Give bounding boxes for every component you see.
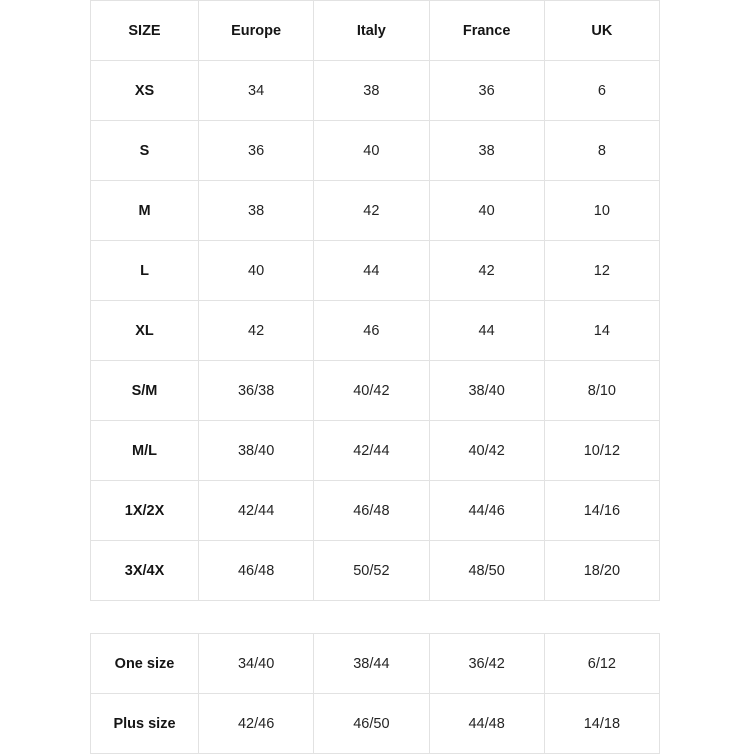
cell-uk: 10/12 [544,421,659,481]
cell-uk: 18/20 [544,541,659,601]
cell-france: 42 [429,241,544,301]
cell-uk: 12 [544,241,659,301]
cell-italy: 46/48 [314,481,429,541]
cell-europe: 36/38 [199,361,314,421]
cell-europe: 42 [199,301,314,361]
table-row [91,241,660,301]
column-header-uk: UK [544,1,659,61]
table-row [91,634,660,694]
one-size-conversion-table [90,633,660,754]
row-label: M [91,181,199,241]
row-label: S [91,121,199,181]
cell-europe: 38/40 [199,421,314,481]
cell-france: 40 [429,181,544,241]
cell-uk: 14 [544,301,659,361]
cell-france: 44 [429,301,544,361]
table-row [91,694,660,754]
cell-italy: 50/52 [314,541,429,601]
cell-uk: 10 [544,181,659,241]
table-row [91,121,660,181]
cell-italy: 44 [314,241,429,301]
cell-europe: 42/44 [199,481,314,541]
table-gap-divider [90,601,660,633]
cell-europe: 40 [199,241,314,301]
cell-italy: 40/42 [314,361,429,421]
column-header-europe: Europe [199,1,314,61]
cell-europe: 34/40 [199,634,314,694]
cell-uk: 8 [544,121,659,181]
cell-france: 36/42 [429,634,544,694]
cell-italy: 42/44 [314,421,429,481]
table-row [91,301,660,361]
cell-uk: 14/18 [544,694,659,754]
cell-uk: 8/10 [544,361,659,421]
row-label: 1X/2X [91,481,199,541]
cell-italy: 40 [314,121,429,181]
cell-france: 36 [429,61,544,121]
row-label: M/L [91,421,199,481]
row-label: Plus size [91,694,199,754]
cell-europe: 42/46 [199,694,314,754]
cell-europe: 36 [199,121,314,181]
cell-europe: 38 [199,181,314,241]
table-header-row [91,1,660,61]
column-header-france: France [429,1,544,61]
cell-italy: 38 [314,61,429,121]
cell-europe: 34 [199,61,314,121]
column-header-size: SIZE [91,1,199,61]
cell-italy: 46/50 [314,694,429,754]
cell-france: 38/40 [429,361,544,421]
row-label: XL [91,301,199,361]
table-row [91,361,660,421]
cell-france: 44/46 [429,481,544,541]
table-row [91,61,660,121]
cell-uk: 6/12 [544,634,659,694]
row-label: L [91,241,199,301]
cell-italy: 46 [314,301,429,361]
cell-europe: 46/48 [199,541,314,601]
row-label: XS [91,61,199,121]
cell-uk: 14/16 [544,481,659,541]
cell-france: 40/42 [429,421,544,481]
cell-uk: 6 [544,61,659,121]
cell-italy: 42 [314,181,429,241]
row-label: S/M [91,361,199,421]
row-label: One size [91,634,199,694]
cell-france: 44/48 [429,694,544,754]
table-row [91,421,660,481]
row-label: 3X/4X [91,541,199,601]
cell-france: 48/50 [429,541,544,601]
table-row [91,541,660,601]
cell-france: 38 [429,121,544,181]
cell-italy: 38/44 [314,634,429,694]
size-conversion-table [90,0,660,601]
table-row [91,181,660,241]
column-header-italy: Italy [314,1,429,61]
table-row [91,481,660,541]
